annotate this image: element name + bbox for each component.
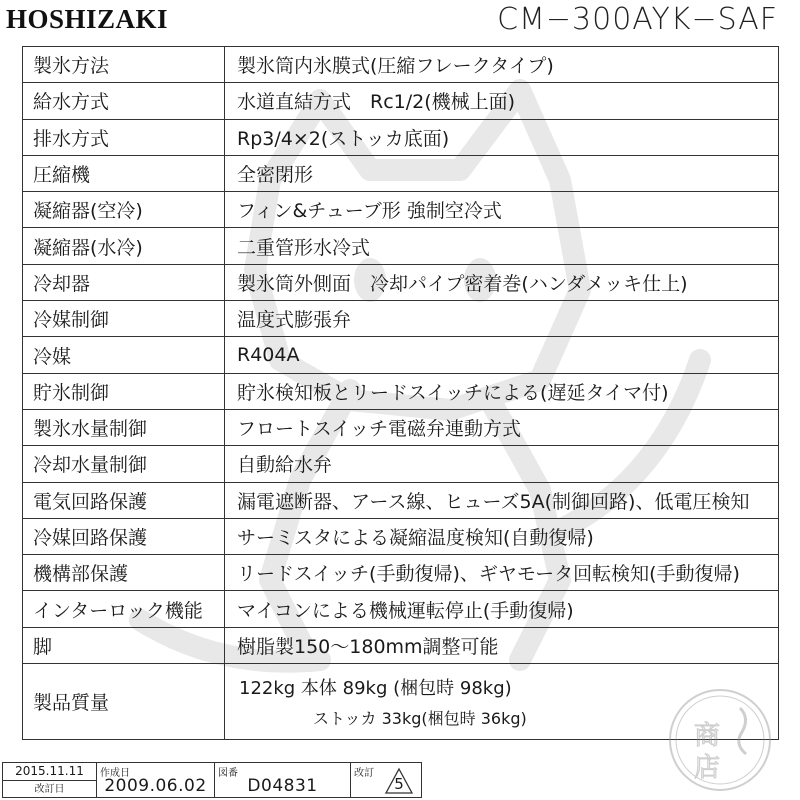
spec-key: 電気回路保護 — [23, 482, 225, 518]
table-row — [23, 337, 779, 373]
table-row — [23, 627, 779, 663]
spec-key: 冷却水量制御 — [23, 446, 225, 482]
spec-value: 二重管形水冷式 — [225, 228, 779, 264]
table-row — [23, 264, 779, 300]
mass-line-stocker: ストッカ 33kg(梱包時 36kg) — [313, 709, 527, 729]
spec-value: 製氷筒内氷膜式(圧縮フレークタイプ) — [225, 47, 779, 83]
created-date-label: 作成日 — [100, 768, 130, 779]
svg-text:商: 商 — [694, 721, 721, 751]
spec-value: 水道直結方式 Rc1/2(機械上面) — [225, 83, 779, 119]
spec-value: 貯氷検知板とリードスイッチによる(遅延タイマ付) — [225, 373, 779, 409]
table-row — [23, 373, 779, 409]
table-row — [23, 228, 779, 264]
table-row — [23, 555, 779, 591]
drawing-number-label: 図番 — [218, 768, 238, 779]
header — [0, 0, 800, 44]
drawing-number-cell — [215, 763, 351, 797]
spec-key: 製品質量 — [23, 664, 225, 740]
brand-logo: HOSHIZAKI — [6, 4, 169, 34]
title-block — [2, 762, 422, 798]
spec-key: インターロック機能 — [23, 591, 225, 627]
spec-value: フィン&チューブ形 強制空冷式 — [225, 192, 779, 228]
svg-text:店: 店 — [694, 753, 721, 783]
mass-line-total: 122kg 本体 89kg (梱包時 98kg) — [239, 678, 512, 700]
model-number: CM−300AYK−SAF — [497, 2, 778, 37]
spec-value: フロートスイッチ電磁弁連動方式 — [225, 409, 779, 445]
spec-key: 脚 — [23, 627, 225, 663]
spec-value: 温度式膨張弁 — [225, 301, 779, 337]
table-row — [23, 482, 779, 518]
spec-value: サーミスタによる凝縮温度検知(自動復帰) — [225, 518, 779, 554]
spec-value: リードスイッチ(手動復帰)、ギヤモータ回転検知(手動復帰) — [225, 555, 779, 591]
spec-value: 樹脂製150〜180mm調整可能 — [225, 627, 779, 663]
table-row — [23, 446, 779, 482]
revised-date-label: 改訂日 — [34, 784, 65, 795]
table-row — [23, 192, 779, 228]
table-row — [23, 83, 779, 119]
revised-date-cell — [3, 763, 97, 797]
spec-value: 自動給水弁 — [225, 446, 779, 482]
table-row — [23, 155, 779, 191]
spec-value: 全密閉形 — [225, 155, 779, 191]
spec-key: 給水方式 — [23, 83, 225, 119]
created-date: 2009.06.02 — [104, 776, 207, 796]
revision-cell — [351, 763, 421, 797]
spec-table — [22, 46, 779, 740]
table-row — [23, 664, 779, 740]
spec-key: 排水方式 — [23, 119, 225, 155]
spec-key: 凝縮器(空冷) — [23, 192, 225, 228]
table-row — [23, 409, 779, 445]
spec-key: 製氷水量制御 — [23, 409, 225, 445]
spec-value: Rp3/4×2(ストッカ底面) — [225, 119, 779, 155]
revised-date: 2015.11.11 — [3, 763, 96, 781]
spec-key: 冷媒制御 — [23, 301, 225, 337]
spec-key: 凝縮器(水冷) — [23, 228, 225, 264]
spec-key: 製氷方法 — [23, 47, 225, 83]
table-row — [23, 47, 779, 83]
table-row — [23, 518, 779, 554]
spec-key: 圧縮機 — [23, 155, 225, 191]
table-row — [23, 119, 779, 155]
spec-key: 冷却器 — [23, 264, 225, 300]
spec-value: マイコンによる機械運転停止(手動復帰) — [225, 591, 779, 627]
revision-number: 5 — [394, 775, 404, 793]
revision-triangle — [384, 767, 414, 795]
revision-label: 改訂 — [354, 768, 374, 779]
table-row — [23, 591, 779, 627]
spec-value: R404A — [225, 337, 779, 373]
created-date-cell — [97, 763, 215, 797]
spec-key: 冷媒 — [23, 337, 225, 373]
spec-value — [225, 664, 779, 740]
spec-key: 冷媒回路保護 — [23, 518, 225, 554]
spec-key: 貯氷制御 — [23, 373, 225, 409]
table-row — [23, 301, 779, 337]
spec-value: 漏電遮断器、アース線、ヒューズ5A(制御回路)、低電圧検知 — [225, 482, 779, 518]
spec-value: 製氷筒外側面 冷却パイプ密着巻(ハンダメッキ仕上) — [225, 264, 779, 300]
spec-key: 機構部保護 — [23, 555, 225, 591]
drawing-number: D04831 — [247, 776, 318, 796]
